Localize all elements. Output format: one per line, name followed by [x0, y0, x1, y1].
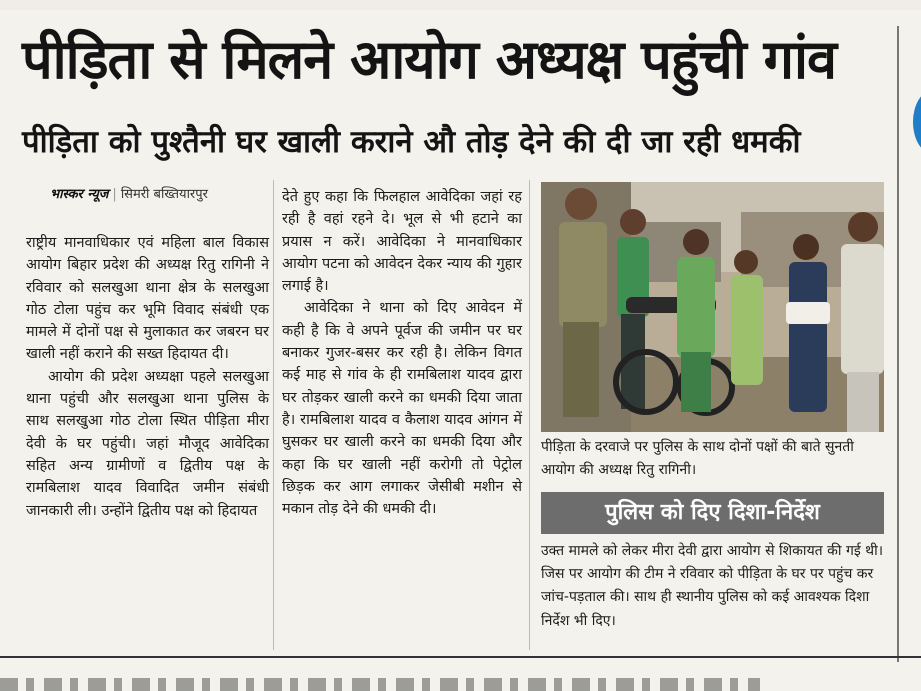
- photo-caption: पीड़िता के दरवाजे पर पुलिस के साथ दोनों पक्षों की बाते सुनती आयोग की अध्यक्ष रितु रागिनी।: [541, 439, 854, 478]
- paragraph: राष्ट्रीय मानवाधिकार एवं महिला बाल विकास आयोग बिहार प्रदेश की अध्यक्ष रितु रागिनी ने रविवार को सलखुआ थाना क्षेत्र के सलखुआ गोठ टोला पहुंच कर भूमि विवाद संबंधी एक मामले में दोनों पक्ष से मुलाकात कर जबरन घर खाली नहीं कराने की सख्त हिदायत दी।: [26, 235, 269, 363]
- photo-illustration: [541, 182, 884, 432]
- paragraph: आवेदिका ने थाना को दिए आवेदन में कही है कि वे अपने पूर्वज की जमीन पर घर बनाकर गुजर-बसर कर रही है। लेकिन विगत कई माह से गांव के ही रामबिलाश यादव द्वारा घर तोड़कर खाली करने का धमकी दिया जाता है। रामबिलाश यादव व कैलाश यादव आंगन में घुसकर घर खाली करने का धमकी दिया और कहा कि घर खाली नहीं करोगी तो पेट्रोल छिड़क कर आग लगाकर जेसीबी मशीन से मकान तोड़ देने की धमकी दी।: [282, 300, 522, 518]
- previous-article-fragment: [0, 0, 921, 10]
- byline-agency: भास्कर न्यूज: [50, 187, 109, 202]
- adjacent-article-edge: [897, 26, 921, 662]
- article-column-1: [26, 232, 269, 522]
- paragraph: आयोग की प्रदेश अध्यक्षा पहले सलखुआ थाना पहुंची और सलखुआ थाना पुलिस के साथ सलखुआ गोठ टोला स्थित पीड़िता मीरा देवी के घर पहुंची। जहां मौजूद आवेदिका सहित अन्य ग्रामीणों व द्वितीय पक्ष के रामबिलाश यादव विवादित जमीन संबंधी जानकारी ली। उन्होंने द्वितीय पक्ष को हिदायत: [26, 368, 269, 519]
- column-rule: [273, 180, 274, 650]
- article-column-2: [282, 186, 522, 520]
- subheadline: पीड़िता को पुश्तैनी घर खाली कराने औ तोड़ देने की दी जा रही धमकी: [22, 124, 801, 160]
- byline-separator: |: [112, 187, 117, 202]
- adjacent-photo-fragment: [913, 90, 921, 154]
- cropped-text-line: [0, 678, 760, 691]
- news-photo: [541, 182, 884, 432]
- column-rule: [529, 180, 530, 650]
- byline-place: सिमरी बख्तियारपुर: [120, 187, 208, 202]
- paragraph: उक्त मामले को लेकर मीरा देवी द्वारा आयोग से शिकायत की गई थी। जिस पर आयोग की टीम ने रविवार को पीड़िता के घर पर पहुंच कर जांच-पड़ताल की। साथ ही स्थानीय पुलिस को कई आवश्यक दिशा निर्देश भी दिए।: [541, 543, 884, 629]
- byline: [50, 184, 208, 202]
- headline: पीड़िता से मिलने आयोग अध्यक्ष पहुंची गांव: [22, 28, 836, 91]
- article-column-3: [541, 540, 886, 633]
- box-heading: पुलिस को दिए दिशा-निर्देश: [541, 492, 884, 534]
- paragraph: देते हुए कहा कि फिलहाल आवेदिका जहां रह रही है वहां रहने दे। भूल से भी हटाने का प्रयास न करें। आवेदिका ने मानवाधिकार आयोग पटना को आवेदन देकर न्याय की गुहार लगाई है।: [282, 189, 522, 295]
- next-article-fragment: [0, 656, 921, 691]
